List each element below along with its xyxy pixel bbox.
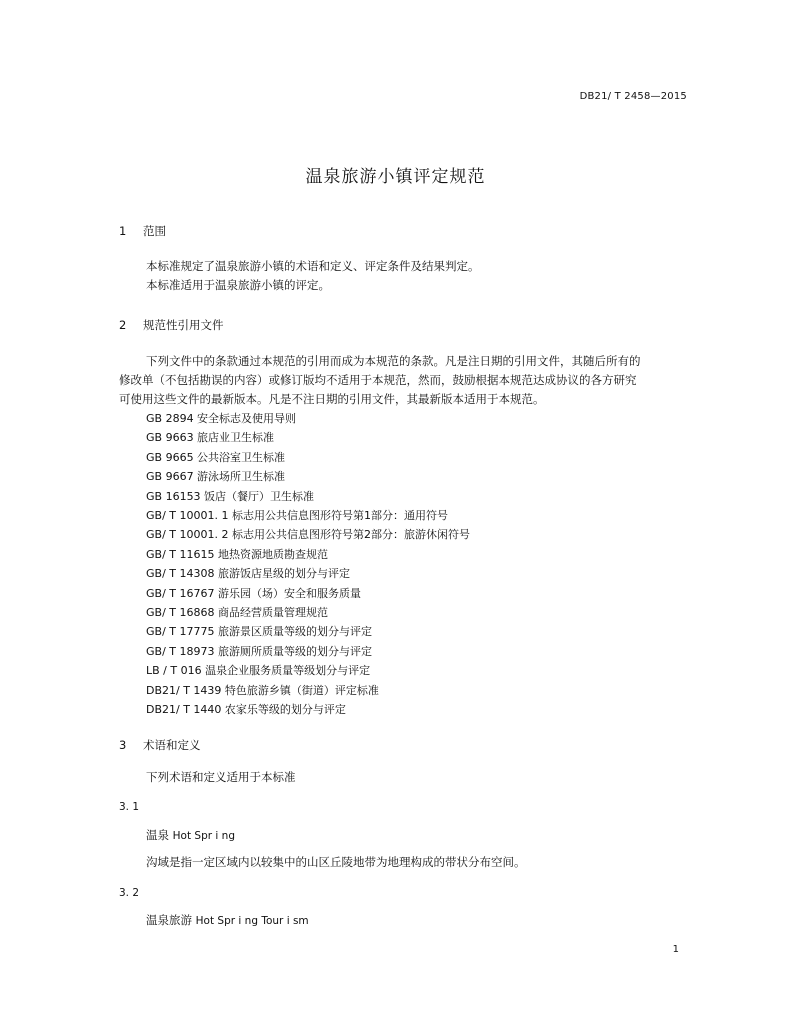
reference-item: GB/ T 16868 商品经营质量管理规范 bbox=[146, 606, 328, 620]
reference-item: GB/ T 10001. 1 标志用公共信息图形符号第1部分：通用符号 bbox=[146, 509, 448, 523]
document-title: 温泉旅游小镇评定规范 bbox=[305, 167, 486, 187]
paragraph: 本标准规定了温泉旅游小镇的术语和定义、评定条件及结果判定。 bbox=[146, 259, 480, 273]
section-title: 范围 bbox=[143, 224, 166, 238]
section-title: 规范性引用文件 bbox=[143, 318, 224, 332]
reference-item: DB21/ T 1439 特色旅游乡镇（街道）评定标准 bbox=[146, 683, 379, 697]
reference-item: GB 9667 游泳场所卫生标准 bbox=[146, 470, 286, 484]
section-title: 术语和定义 bbox=[143, 738, 201, 752]
term-definition: 沟域是指一定区域内以较集中的山区丘陵地带为地理构成的带状分布空间。 bbox=[146, 855, 526, 869]
paragraph-line: 下列文件中的条款通过本规范的引用而成为本规范的条款。凡是注日期的引用文件，其随后所有的 bbox=[146, 354, 641, 368]
paragraph-line: 修改单（不包括勘误的内容）或修订版均不适用于本规范，然而，鼓励根据本规范达成协议的各方研究 bbox=[119, 373, 637, 387]
section-2-heading bbox=[119, 317, 224, 333]
section-1-heading bbox=[119, 223, 166, 239]
reference-item: GB/ T 16767 游乐园（场）安全和服务质量 bbox=[146, 586, 361, 600]
reference-item: GB 2894 安全标志及使用导则 bbox=[146, 412, 297, 425]
reference-item: GB/ T 18973 旅游厕所质量等级的划分与评定 bbox=[146, 644, 372, 658]
reference-item: GB/ T 17775 旅游景区质量等级的划分与评定 bbox=[146, 625, 372, 639]
section-number: 2 bbox=[119, 318, 127, 332]
paragraph: 本标准适用于温泉旅游小镇的评定。 bbox=[146, 278, 330, 292]
section-number: 3 bbox=[119, 738, 127, 752]
paragraph-line: 可使用这些文件的最新版本。凡是不注日期的引用文件，其最新版本适用于本规范。 bbox=[119, 392, 545, 406]
page-number: 1 bbox=[672, 944, 679, 955]
term-number: 3. 1 bbox=[119, 801, 140, 813]
reference-item: GB/ T 11615 地热资源地质勘查规范 bbox=[146, 547, 328, 561]
reference-item: GB/ T 10001. 2 标志用公共信息图形符号第2部分：旅游休闲符号 bbox=[146, 528, 470, 542]
term-heading bbox=[146, 827, 235, 843]
term-number: 3. 2 bbox=[119, 887, 140, 899]
term-english: Hot Spr i ng bbox=[172, 830, 235, 842]
reference-item: GB 9665 公共浴室卫生标准 bbox=[146, 450, 286, 464]
reference-item: DB21/ T 1440 农家乐等级的划分与评定 bbox=[146, 703, 346, 717]
section-3-heading bbox=[119, 737, 201, 753]
reference-list bbox=[146, 409, 470, 720]
reference-item: GB 16153 饭店（餐厅）卫生标准 bbox=[146, 489, 315, 503]
paragraph: 下列术语和定义适用于本标准 bbox=[146, 770, 296, 784]
term-heading bbox=[146, 912, 309, 928]
term-name: 温泉 bbox=[146, 828, 169, 842]
term-name: 温泉旅游 bbox=[146, 913, 192, 927]
reference-item: GB 9663 旅店业卫生标准 bbox=[146, 431, 275, 445]
reference-item: LB / T 016 温泉企业服务质量等级划分与评定 bbox=[146, 664, 371, 678]
section-number: 1 bbox=[119, 224, 127, 238]
reference-item: GB/ T 14308 旅游饭店星级的划分与评定 bbox=[146, 567, 350, 581]
document-code: DB21/ T 2458—2015 bbox=[579, 91, 687, 102]
term-english: Hot Spr i ng Tour i sm bbox=[195, 915, 309, 927]
